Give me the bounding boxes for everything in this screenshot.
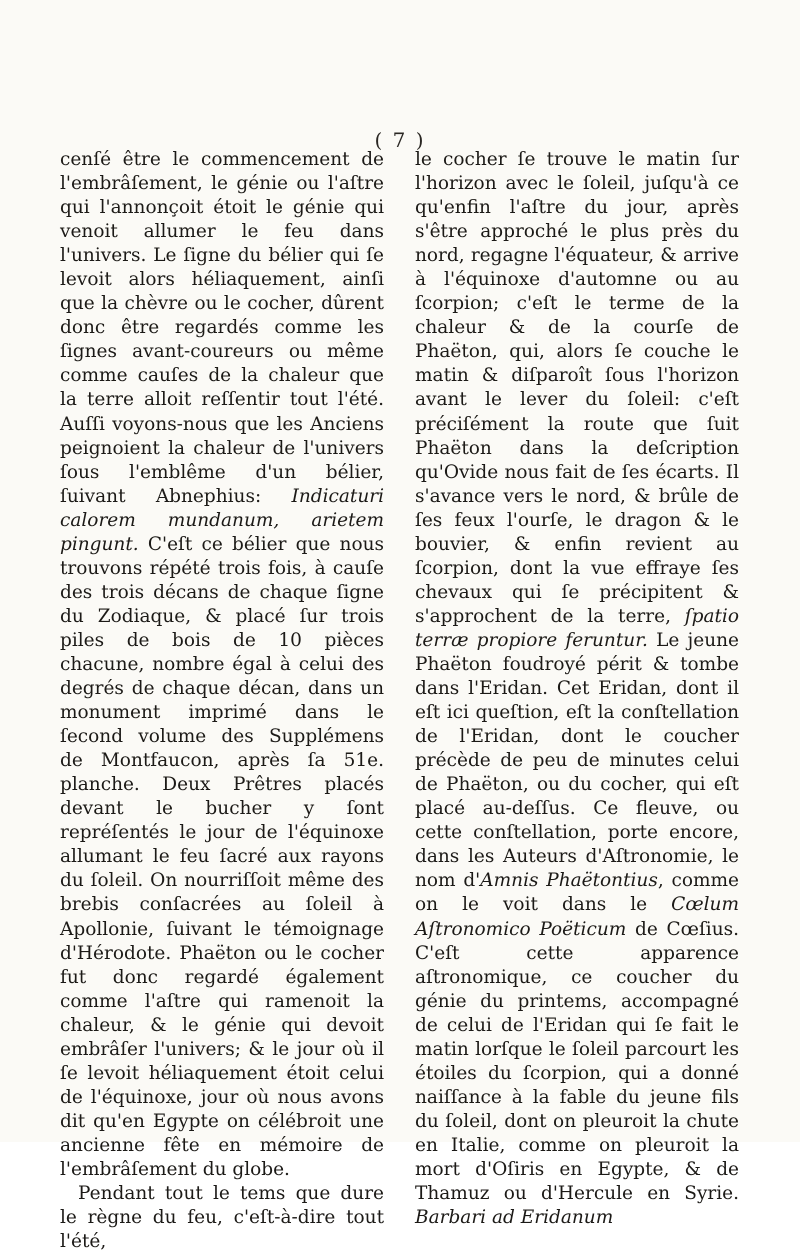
- left-text-b: C'eſt ce bélier que nous trouvons répété trois fois, à cauſe des trois décans de chaque ſigne du Zodiaque, & placé ſur trois piles de bois de 10 pièces chacune, nombre égal à celui des degrés de chaque décan, dans un monument imprimé dans le ſecond volume des Supplémens de Montfaucon, après ſa 51e. planche. Deux Prêtres placés devant le bucher y ſont repréſentés le jour de l'équinoxe allumant le feu ſacré aux rayons du ſoleil. On nourriſſoit même des brebis conſacrées au ſoleil à Apollonie, ſuivant le témoignage d'Hérodote. Phaëton ou le cocher fut donc regardé également comme l'aſtre qui ramenoit la chaleur, & le génie qui devoit embrâſer l'univers; & le jour où il ſe levoit héliaquement étoit celui de l'équinoxe, jour où nous avons dit qu'en Egypte on célébroit une ancienne fête en mémoire de l'embrâſement du globe.: [60, 533, 384, 1180]
- right-text-a: le cocher ſe trouve le matin ſur l'horizon avec le ſoleil, juſqu'à ce qu'enfin l'aſtre du jour, après s'être approché le plus près du nord, regagne l'équateur, & arrive à l'équinoxe d'automne ou au ſcorpion; c'eſt le terme de la chaleur & de la courſe de Phaëton, qui, alors ſe couche le matin & diſparoît ſous l'horizon avant le lever du ſoleil: c'eſt préciſément la route que ſuit Phaëton dans la deſcription qu'Ovide nous fait de ſes écarts. Il s'avance vers le nord, & brûle de ſes feux l'ourſe, le dragon & le bouvier, & enfin revient au ſcorpion, dont la vue effraye ſes chevaux qui ſe précipitent & s'approchent de la terre,: [415, 149, 739, 627]
- page-number: ( 7 ): [374, 128, 426, 152]
- right-text-b: Le jeune Phaëton foudroyé périt & tombe dans l'Eridan. Cet Eridan, dont il eſt ici queſtion, eſt la conſtellation de l'Eridan, dont le coucher précède de peu de minutes celui de Phaëton, ou du cocher, qui eſt placé au-deſſus. Ce fleuve, ou cette conſtellation, porte encore, dans les Auteurs d'Aſtronomie, le nom d': [415, 629, 739, 892]
- latin-quote-abnephius: Indicaturi calorem mundanum, arietem pingunt.: [60, 485, 384, 555]
- latin-quote-eridanum: Barbari ad Eridanum: [415, 1207, 614, 1229]
- book-title-coesius: Cœlum Aſtronomico Poëticum: [415, 894, 739, 940]
- latin-quote-ovid: ſpatio terræ propiore feruntur.: [415, 605, 739, 651]
- left-paragraph-1: [60, 148, 384, 1182]
- left-paragraph-2: Pendant tout le tems que dure le règne du feu, c'eſt-à-dire tout l'été,: [60, 1183, 384, 1253]
- right-column: [415, 148, 739, 1230]
- left-column: [60, 148, 384, 1254]
- right-paragraph-1: [415, 148, 739, 1230]
- constellation-name: Amnis Phaëtontius: [480, 870, 658, 892]
- left-text-a: cenſé être le commencement de l'embrâſement, le génie ou l'aſtre qui l'annonçoit étoit le génie qui venoit allumer le feu dans l'univers. Le ſigne du bélier qui ſe levoit alors héliaquement, ainſi que la chèvre ou le cocher, dûrent donc être regardés comme les ſignes avant-coureurs ou même comme cauſes de la chaleur que la terre alloit reſſentir tout l'été. Auſſi voyons-nous que les Anciens peignoient la chaleur de l'univers ſous l'emblême d'un bélier, ſuivant Abnephius:: [60, 149, 384, 507]
- right-text-c: , comme on le voit dans le: [415, 870, 740, 916]
- right-text-d: de Cœſius. C'eſt cette apparence aſtronomique, ce coucher du génie du printems, accompagné de celui de l'Eridan qui ſe fait le matin lorſque le ſoleil parcourt les étoiles du ſcorpion, qui a donné naiſſance à la fable du jeune fils du ſoleil, dont on pleuroit la chute en Italie, comme on pleuroit la mort d'Oſiris en Egypte, & de Thamuz ou d'Hercule en Syrie.: [415, 918, 739, 1205]
